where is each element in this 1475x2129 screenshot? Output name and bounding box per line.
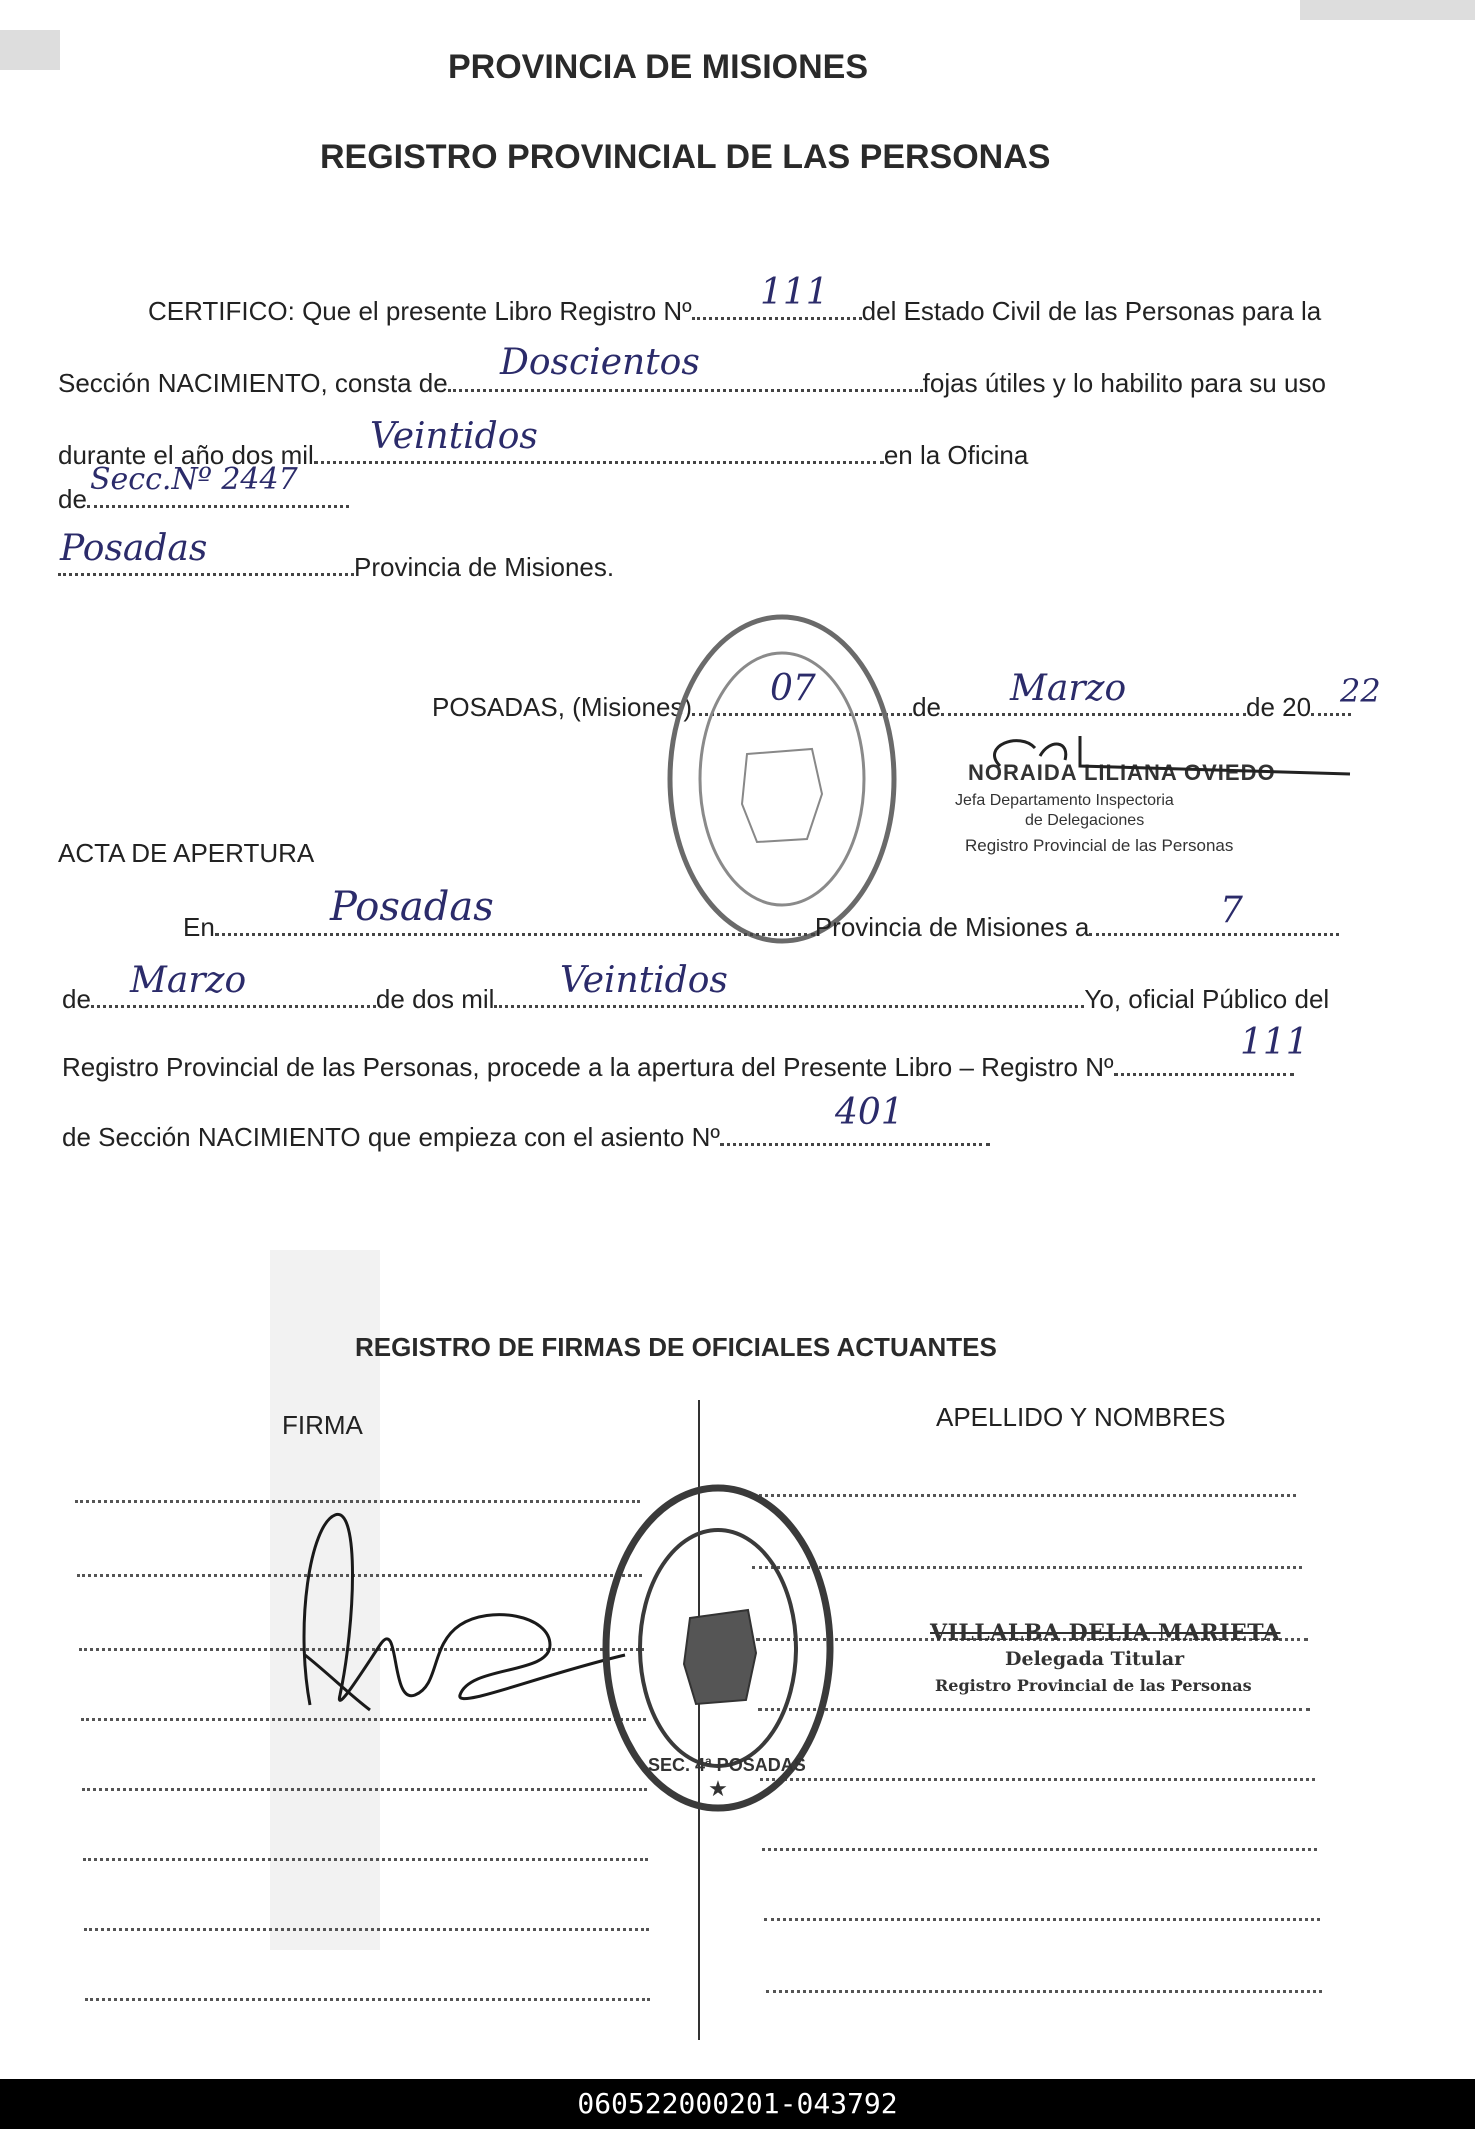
signatures-heading: REGISTRO DE FIRMAS DE OFICIALES ACTUANTES [355,1332,997,1362]
handwritten-day-2: 7 [1220,890,1243,931]
cert-text: de [58,484,87,514]
acta-text: de Sección NACIMIENTO que empieza con el asiento Nº [62,1122,720,1152]
map-shape-icon [684,1610,756,1704]
name-line [762,1848,1317,1851]
fill-dots [215,913,815,936]
scan-noise [0,30,60,70]
handwritten-year: Veintidos [370,416,538,457]
handwritten-city: Posadas [60,528,208,569]
acta-text: En [183,912,215,942]
cert-line-1 [148,296,1321,327]
document-code: 060522000201-043792 [0,2079,1475,2129]
acta-text: de [62,984,91,1014]
name-line [758,1708,1310,1711]
cert-text: del Estado Civil de las Personas para la [861,296,1322,326]
handwritten-day: 07 [770,668,816,709]
de-year-text: de 20 [1246,692,1312,722]
acta-text: de dos mil [375,984,495,1014]
seal-outer-ring [670,617,894,941]
registry-title: REGISTRO PROVINCIAL DE LAS PERSONAS [320,138,1051,176]
acta-text: Yo, oficial Público del [1084,984,1330,1014]
column-names: APELLIDO Y NOMBRES [936,1402,1226,1432]
name-line [764,1918,1320,1921]
map-shape-icon [742,749,822,842]
cert-text: Sección NACIMIENTO, consta de [58,368,448,398]
signature-line [82,1788,647,1791]
official-role-1: Jefa Departamento Inspectoria [955,792,1174,809]
acta-heading: ACTA DE APERTURA [58,838,315,868]
officer-org: Registro Provincial de las Personas [935,1676,1252,1695]
handwritten-entry-number: 401 [835,1092,904,1133]
signature-stroke [305,1655,370,1710]
handwritten-year-digits: 22 [1340,672,1381,710]
seal-inner-ring [700,653,864,905]
handwritten-office: Secc.Nº 2447 [90,462,298,497]
handwritten-pages: Doscientos [500,342,700,383]
column-firma: FIRMA [282,1410,363,1440]
signature-line [83,1858,648,1861]
handwritten-book-number: 111 [760,272,829,313]
handwritten-year-2: Veintidos [560,960,728,1001]
name-line [766,1990,1322,1993]
acta-text: Provincia de Misiones a [814,912,1090,942]
signature-line [85,1998,650,2001]
official-role-3: Registro Provincial de las Personas [965,836,1234,855]
cert-text: Provincia de Misiones. [354,552,615,582]
name-line [760,1778,1315,1781]
cert-text: CERTIFICO: Que el presente Libro Registro Nº [148,296,692,326]
officer-name: VILLALBA DELIA MARIETA [930,1620,1281,1646]
place-text: POSADAS, (Misiones) [432,692,693,722]
officer-role: Delegada Titular [1005,1648,1185,1670]
handwritten-city-2: Posadas [330,884,494,930]
scan-noise [1300,0,1475,20]
official-signature [960,726,1360,786]
province-title: PROVINCIA DE MISIONES [448,48,869,86]
acta-text: Registro Provincial de las Personas, procede a la apertura del Presente Libro – Registro Nº [62,1052,1114,1082]
handwritten-book-number-2: 111 [1240,1022,1309,1063]
officer-signature [290,1505,630,1720]
official-name: NORAIDA LILIANA OVIEDO [968,760,1276,785]
fill-dots [1089,913,1339,936]
cert-text: durante el año dos mil [58,440,314,470]
star-icon: ★ [708,1777,728,1802]
de-text: de [912,692,941,722]
signature-line [84,1928,649,1931]
handwritten-month-2: Marzo [130,960,247,1001]
cert-text: fojas útiles y lo habilito para su uso [922,368,1326,398]
signature-line [75,1500,640,1503]
cert-text: en la Oficina [883,440,1029,470]
signature-stroke [304,1514,625,1705]
delegation-seal-inner: SEC. 4ª POSADAS [648,1755,806,1775]
handwritten-month: Marzo [1010,668,1127,709]
registry-seal-top [662,604,902,954]
acta-line-3 [62,1052,1294,1083]
official-role-2: de Delegaciones [1025,812,1145,829]
signature-stroke [995,736,1350,774]
